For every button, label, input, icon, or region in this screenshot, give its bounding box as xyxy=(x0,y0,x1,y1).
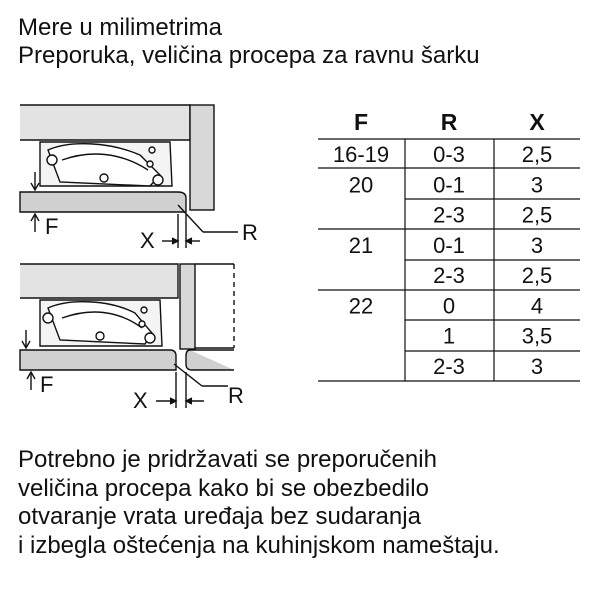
table-cell-r: 2-3 xyxy=(433,202,465,228)
table-cell-x: 2,5 xyxy=(521,202,553,228)
table-cell-x: 3 xyxy=(530,172,544,198)
top-hinge-diagram xyxy=(20,105,258,253)
note-line: veličina procepa kako bi se obezbedilo xyxy=(18,474,429,502)
cabinet-side-wall xyxy=(190,105,214,210)
instruction-note xyxy=(18,446,500,560)
label-x: X xyxy=(133,388,148,413)
cabinet-side-wall xyxy=(180,264,195,349)
table-cell-x: 3 xyxy=(530,353,544,379)
table-cell-x: 2,5 xyxy=(521,142,553,167)
table-cell-r: 2-3 xyxy=(433,263,465,288)
hinge-screw-icon xyxy=(96,332,104,340)
label-f: F xyxy=(40,372,54,397)
door-panel xyxy=(20,192,186,212)
hinge-screw-icon xyxy=(147,161,153,167)
gap-size-table xyxy=(318,109,580,381)
table-cell-f: 22 xyxy=(348,293,374,319)
table-cell-x: 3,5 xyxy=(521,323,553,349)
table-cell-f: 20 xyxy=(348,172,374,198)
note-line: Potrebno je pridržavati se preporučenih xyxy=(18,446,437,473)
table-header-r: R xyxy=(440,109,458,135)
label-f: F xyxy=(45,214,59,239)
table-cell-r: 0-1 xyxy=(433,172,465,198)
table-cell-x: 4 xyxy=(530,293,544,319)
table-header-f: F xyxy=(353,109,369,135)
hinge-pivot-icon xyxy=(43,313,53,323)
bottom-hinge-diagram xyxy=(20,264,244,413)
door-panel xyxy=(20,350,176,370)
hinge-screw-icon xyxy=(139,321,145,327)
hinge-pivot-icon xyxy=(47,155,57,165)
label-r: R xyxy=(228,383,244,408)
table-header-x: X xyxy=(529,109,545,135)
table-cell-r: 0-3 xyxy=(433,142,465,167)
heading-units: Mere u milimetrima xyxy=(18,14,223,41)
hinge-screw-icon xyxy=(153,175,163,185)
table-cell-x: 3 xyxy=(530,232,544,258)
table-cell-r: 2-3 xyxy=(433,353,465,379)
label-x: X xyxy=(140,228,155,253)
table-cell-r: 0 xyxy=(442,293,456,319)
hinge-screw-icon xyxy=(145,333,155,343)
table-cell-r: 1 xyxy=(442,323,456,349)
hinge-screw-icon xyxy=(141,307,147,313)
table-cell-r: 0-1 xyxy=(433,232,465,258)
table-cell-x: 2,5 xyxy=(521,263,553,288)
cabinet-body xyxy=(20,105,190,140)
heading-recommendation: Preporuka, veličina procepa za ravnu šarku xyxy=(18,42,480,69)
label-r: R xyxy=(242,220,258,245)
hinge-screw-icon xyxy=(100,174,108,182)
cabinet-body xyxy=(20,264,178,298)
adjacent-door-panel xyxy=(186,350,234,370)
note-line: i izbegla oštećenja na kuhinjskom nameštaju. xyxy=(18,531,500,559)
note-line: otvaranje vrata uređaja bez sudaranja xyxy=(18,503,421,530)
table-cell-f: 21 xyxy=(348,232,374,258)
hinge-screw-icon xyxy=(149,147,155,153)
table-cell-f: 16-19 xyxy=(332,142,390,167)
